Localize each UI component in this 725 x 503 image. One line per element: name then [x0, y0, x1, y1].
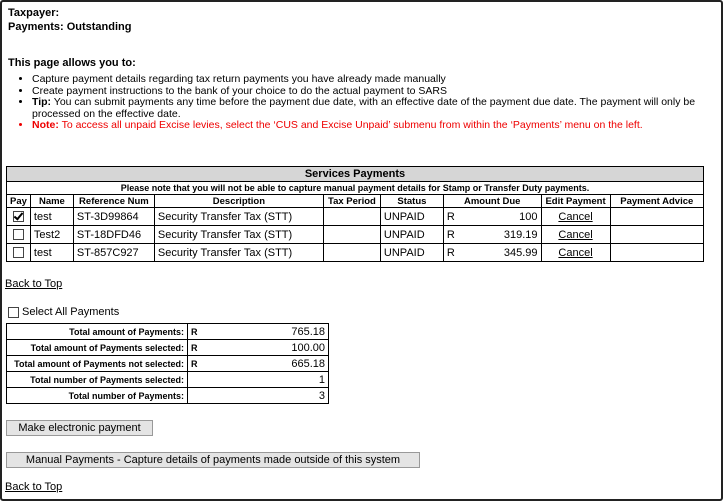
totals-table [6, 323, 329, 404]
col-description: Description [154, 195, 323, 208]
edit-cell [541, 244, 610, 262]
tip-text: You can submit payments any time before the payment due date, with an effective date of the payment due date. The payment will only be processed on the effective date. [32, 96, 696, 120]
cancel-link[interactable]: Cancel [558, 246, 593, 259]
list-item: • Capture payment details regarding tax return payments you have already made manually [32, 74, 722, 86]
tip-label: Tip: [32, 96, 52, 108]
tax-period-cell [323, 208, 380, 226]
description-cell: Security Transfer Tax (STT) [154, 244, 323, 262]
select-all-label: Select All Payments [22, 306, 120, 318]
status-cell: UNPAID [380, 226, 443, 244]
select-all-row [8, 306, 119, 318]
tax-period-cell [323, 226, 380, 244]
edit-cell [541, 208, 610, 226]
pay-checkbox-cell [7, 226, 31, 244]
services-payments-table [6, 166, 704, 262]
description-cell: Security Transfer Tax (STT) [154, 226, 323, 244]
col-tax-period: Tax Period [323, 195, 380, 208]
not-selected-amount-row [7, 356, 329, 372]
reference-cell: ST-857C927 [73, 244, 154, 262]
name-cell: Test2 [30, 226, 73, 244]
col-pay: Pay [7, 195, 31, 208]
total-amount-row [7, 324, 329, 340]
amount-cell: 100 [460, 208, 541, 226]
reference-cell: ST-3D99864 [73, 208, 154, 226]
make-electronic-payment-button[interactable]: Make electronic payment [6, 420, 153, 436]
back-to-top-link[interactable]: Back to Top [5, 278, 63, 290]
name-cell: test [30, 208, 73, 226]
table-row [7, 208, 704, 226]
currency-cell: R [443, 208, 460, 226]
select-all-checkbox[interactable] [8, 307, 19, 318]
note-text: To access all unpaid Excise levies, select the ‘CUS and Excise Unpaid’ submenu from within the ‘Payments’ menu on the left. [58, 119, 643, 131]
col-reference: Reference Num [73, 195, 154, 208]
payment-advice-cell [610, 226, 703, 244]
total-amount-value: 765.18 [204, 324, 329, 340]
pay-checkbox-cell [7, 244, 31, 262]
currency-symbol: R [188, 356, 205, 372]
instructions-list [14, 74, 722, 132]
page-title: Payments: Outstanding [8, 21, 132, 33]
tax-period-cell [323, 244, 380, 262]
reference-cell: ST-18DFD46 [73, 226, 154, 244]
not-selected-amount-value: 665.18 [204, 356, 329, 372]
amount-cell: 345.99 [460, 244, 541, 262]
col-name: Name [30, 195, 73, 208]
pay-checkbox[interactable] [13, 247, 24, 258]
selected-amount-row [7, 340, 329, 356]
cancel-link[interactable]: Cancel [558, 228, 593, 241]
list-item [32, 120, 722, 132]
selected-amount-value: 100.00 [204, 340, 329, 356]
payment-advice-cell [610, 244, 703, 262]
page-header [8, 6, 131, 34]
pay-checkbox-cell [7, 208, 31, 226]
taxpayer-label: Taxpayer: [8, 7, 60, 19]
currency-symbol: R [188, 324, 205, 340]
payment-advice-cell [610, 208, 703, 226]
list-item [32, 97, 722, 120]
num-total-row [7, 388, 329, 404]
currency-cell: R [443, 244, 460, 262]
table-notice: Please note that you will not be able to capture manual payment details for Stamp or Transfer Duty payments. [7, 182, 704, 195]
num-total-value: 3 [188, 388, 329, 404]
num-selected-value: 1 [188, 372, 329, 388]
table-title: Services Payments [7, 167, 704, 182]
table-row [7, 244, 704, 262]
currency-cell: R [443, 226, 460, 244]
selected-amount-label: Total amount of Payments selected: [7, 340, 188, 356]
description-cell: Security Transfer Tax (STT) [154, 208, 323, 226]
intro-text: This page allows you to: [8, 57, 136, 69]
num-total-label: Total number of Payments: [7, 388, 188, 404]
manual-payments-button[interactable]: Manual Payments - Capture details of payments made outside of this system [6, 452, 420, 468]
num-selected-label: Total number of Payments selected: [7, 372, 188, 388]
amount-cell: 319.19 [460, 226, 541, 244]
note-label: Note: [32, 119, 59, 131]
status-cell: UNPAID [380, 244, 443, 262]
pay-checkbox[interactable] [13, 229, 24, 240]
num-selected-row [7, 372, 329, 388]
not-selected-amount-label: Total amount of Payments not selected: [7, 356, 188, 372]
col-payment-advice: Payment Advice [610, 195, 703, 208]
pay-checkbox[interactable] [13, 211, 24, 222]
status-cell: UNPAID [380, 208, 443, 226]
cancel-link[interactable]: Cancel [558, 210, 593, 223]
table-header-row [7, 195, 704, 208]
col-edit-payment: Edit Payment [541, 195, 610, 208]
table-row [7, 226, 704, 244]
currency-symbol: R [188, 340, 205, 356]
name-cell: test [30, 244, 73, 262]
col-status: Status [380, 195, 443, 208]
edit-cell [541, 226, 610, 244]
list-item: • Create payment instructions to the bank of your choice to do the actual payment to SARS [32, 86, 722, 98]
col-amount-due: Amount Due [443, 195, 541, 208]
back-to-top-link[interactable]: Back to Top [5, 481, 63, 493]
total-amount-label: Total amount of Payments: [7, 324, 188, 340]
